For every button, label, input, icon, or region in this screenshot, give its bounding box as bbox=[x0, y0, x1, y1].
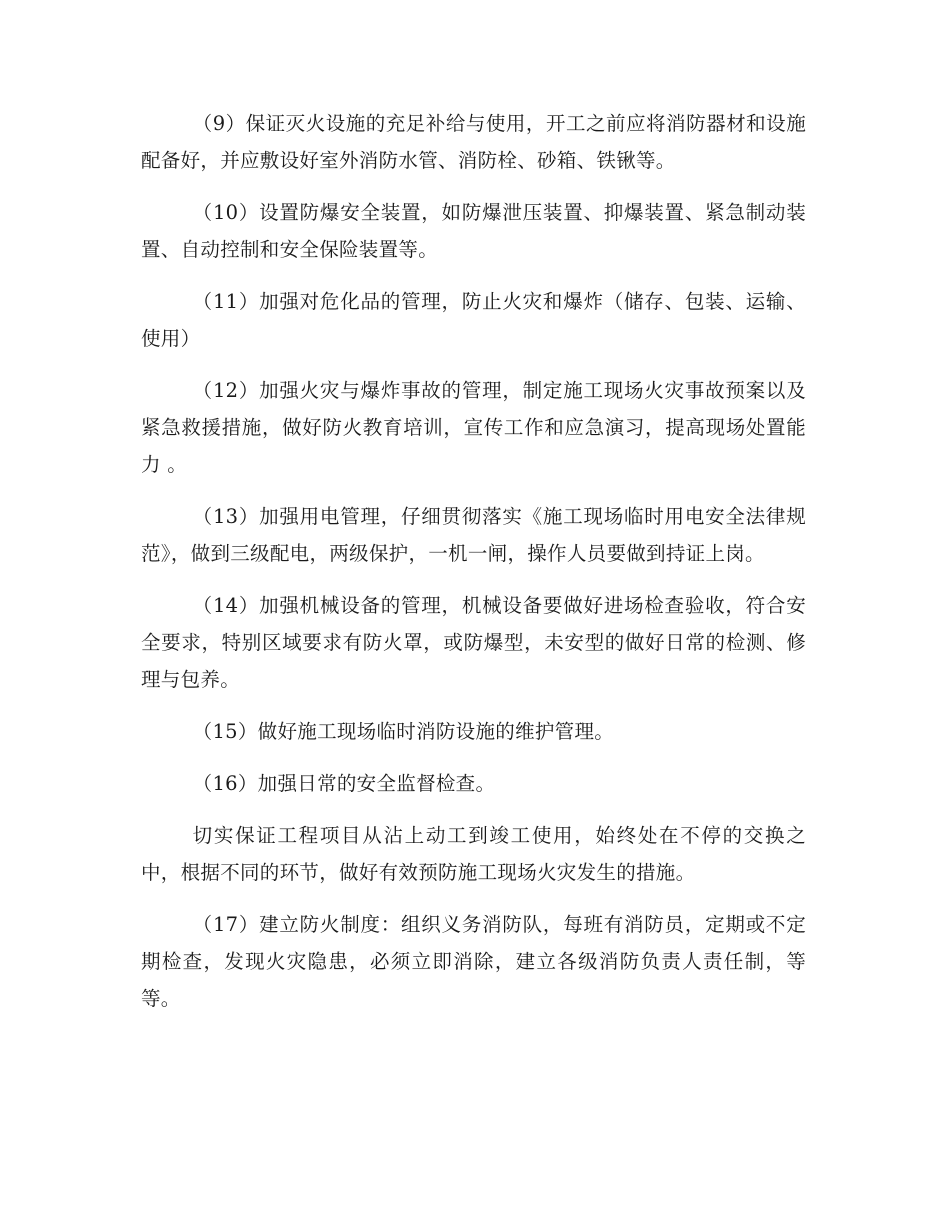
paragraph-item-17: （17）建立防火制度：组织义务消防队，每班有消防员，定期或不定期检查，发现火灾隐患，必须立即消除，建立各级消防负责人责任制，等等。 bbox=[141, 913, 806, 1010]
paragraph-item-15: （15）做好施工现场临时消防设施的维护管理。 bbox=[192, 720, 615, 743]
paragraph-item-12: （12）加强火灾与爆炸事故的管理，制定施工现场火灾事故预案以及紧急救援措施，做好防火教育培训，宣传工作和应急演习，提高现场处置能力 。 bbox=[141, 379, 806, 476]
paragraph-item-10: （10）设置防爆安全装置，如防爆泄压装置、抑爆装置、紧急制动装置、自动控制和安全保险装置等。 bbox=[141, 201, 806, 261]
paragraph-item-16: （16）加强日常的安全监督检查。 bbox=[192, 772, 496, 795]
paragraph-item-13: （13）加强用电管理，仔细贯彻落实《施工现场临时用电安全法律规范》，做到三级配电，两级保护，一机一闸，操作人员要做到持证上岗。 bbox=[141, 505, 806, 565]
paragraph-item-11: （11）加强对危化品的管理，防止火灾和爆炸（储存、包装、运输、使用） bbox=[141, 290, 806, 350]
paragraph-item-9: （9）保证灭火设施的充足补给与使用，开工之前应将消防器材和设施配备好，并应敷设好室外消防水管、消防栓、砂箱、铁锹等。 bbox=[141, 112, 806, 172]
paragraph-item-14: （14）加强机械设备的管理，机械设备要做好进场检查验收，符合安全要求，特别区域要求有防火罩，或防爆型，未安型的做好日常的检测、修理与包养。 bbox=[141, 594, 806, 691]
document-body bbox=[141, 105, 806, 1032]
summary-paragraph: 切实保证工程项目从沾上动工到竣工使用，始终处在不停的交换之中，根据不同的环节，做好有效预防施工现场火灾发生的措施。 bbox=[141, 824, 806, 884]
